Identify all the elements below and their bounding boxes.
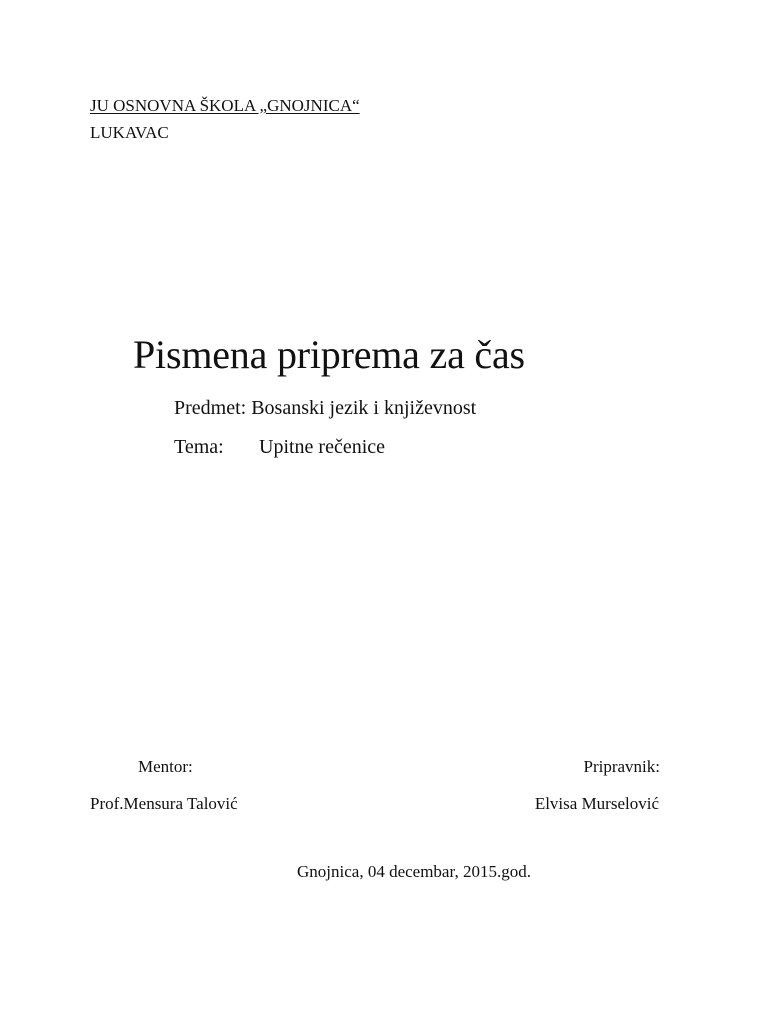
trainee-label: Pripravnik: <box>583 757 660 776</box>
subject-line <box>174 397 476 420</box>
school-name: JU OSNOVNA ŠKOLA „GNOJNICA“ <box>90 96 360 115</box>
document-title: Pismena priprema za čas <box>133 332 525 377</box>
subject-value: Bosanski jezik i književnost <box>251 397 477 419</box>
topic-value: Upitne rečenice <box>259 436 386 458</box>
date-line: Gnojnica, 04 decembar, 2015.god. <box>297 862 531 881</box>
topic-label: Tema: <box>174 436 224 458</box>
mentor-name: Prof.Mensura Talović <box>90 794 238 813</box>
subject-label: Predmet: <box>174 397 247 419</box>
topic-line <box>174 436 385 459</box>
mentor-label: Mentor: <box>138 757 193 776</box>
school-city: LUKAVAC <box>90 123 169 142</box>
trainee-name: Elvisa Murselović <box>534 794 659 813</box>
